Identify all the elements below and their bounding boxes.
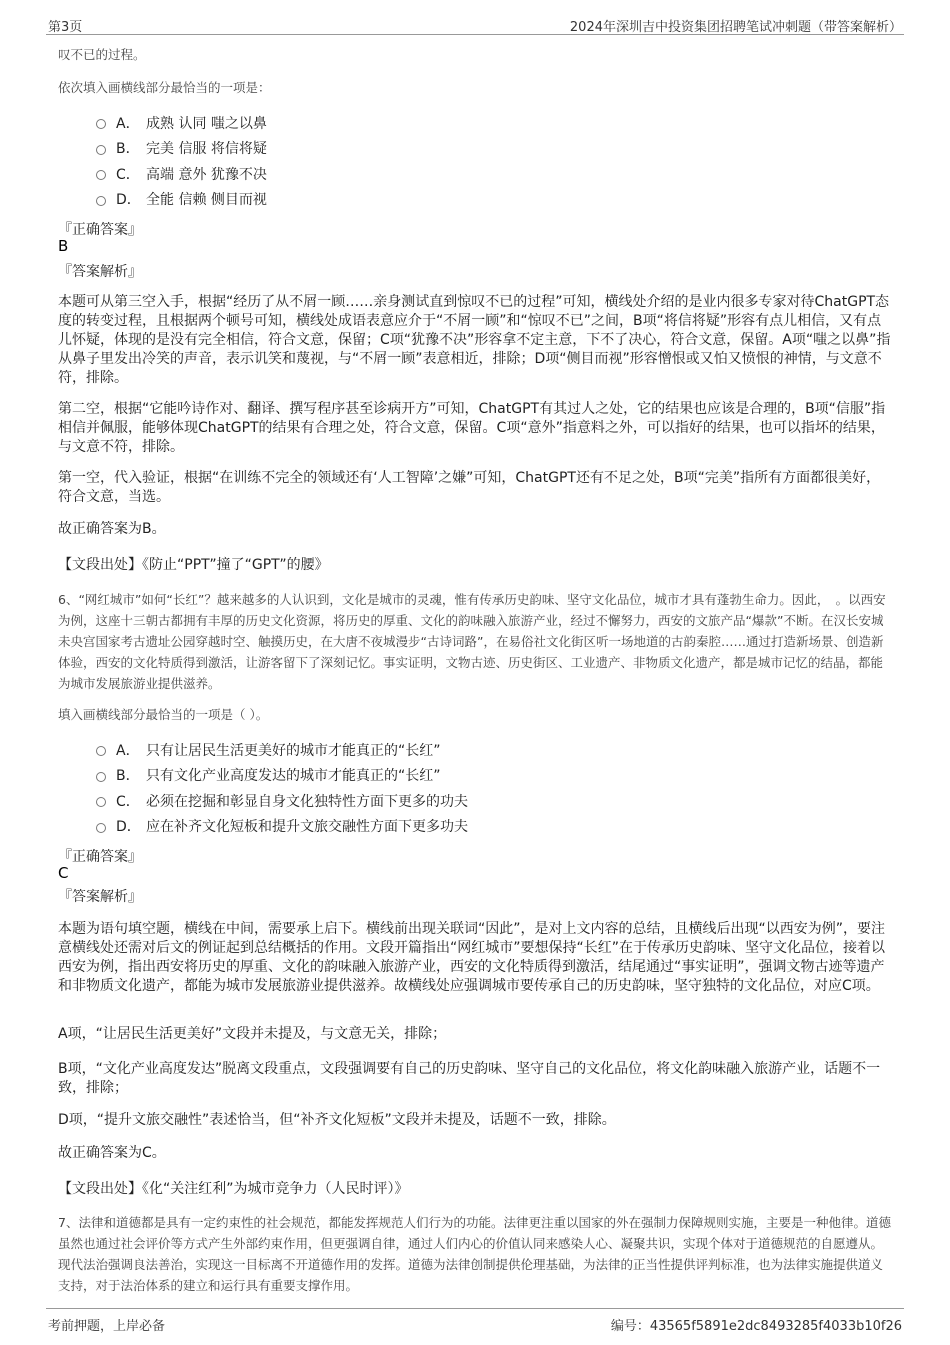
q5-analysis-p1: 本题可从第三空入手，根据“经历了从不屑一顾……亲身测试直到惊叹不已的过程”可知，横线处介绍的是业内很多专家对待ChatGPT态度的转变过程，且根据两个顿号可知，横线处成语表意应介于“不屑一顾”和“惊叹不已”之间，B项“将信将疑”形容有点儿相信，又有点儿怀疑，体现的是没有完全相信，符合文意，保留；C项“犹豫不决”形容拿不定主意，下不了决心，符合文意，保留。A项“嗤之以鼻”指从鼻子里发出冷笑的声音，表示讥笑和蔑视，与“不屑一顾”表意相近，排除；D项“侧目而视”形容憎恨或又怕又愤恨的神情，与文意不符，排除。 — [58, 294, 891, 386]
q5-option-a[interactable]: A． 成熟 认同 嗤之以鼻 — [96, 110, 267, 136]
q6-options — [96, 737, 468, 839]
radio-icon[interactable] — [96, 797, 106, 807]
q5-source: 【文段出处】《防止“PPT”撞了“GPT”的腰》 — [58, 557, 329, 573]
q6-option-b[interactable]: B． 只有文化产业高度发达的城市才能真正的“长红” — [96, 763, 468, 789]
radio-icon[interactable] — [96, 145, 106, 155]
radio-icon[interactable] — [96, 119, 106, 129]
q6-analysis-p4: D项，“提升文旅交融性”表述恰当，但“补齐文化短板”文段并未提及，话题不一致，排除。 — [58, 1112, 616, 1128]
q6-option-a[interactable]: A． 只有让居民生活更美好的城市才能真正的“长红” — [96, 737, 468, 763]
footer-serial: 编号：43565f5891e2dc8493285f4033b10f26 — [610, 1319, 902, 1334]
q5-analysis-p2: 第二空，根据“它能吟诗作对、翻译、撰写程序甚至诊病开方”可知，ChatGPT有其过人之处，它的结果也应该是合理的，B项“信服”指相信并佩服，能够体现ChatGPT的结果有合理之处，符合文意，保留。C项“意外”指意料之外，可以指好的结果，也可以指坏的结果，与文意不符，排除。 — [58, 401, 886, 455]
q5-answer: B — [58, 237, 69, 255]
q6-prompt: 填入画横线部分最恰当的一项是（ ）。 — [58, 707, 269, 722]
q6-analysis-p3: B项，“文化产业高度发达”脱离文段重点，文段强调要有自己的历史韵味、坚守自己的文化品位，将文化韵味融入旅游产业，话题不一致，排除； — [58, 1061, 881, 1096]
q6-analysis-label: 『答案解析』 — [58, 889, 142, 905]
q6-stem: 6、“网红城市”如何“长红”？越来越多的人认识到，文化是城市的灵魂，惟有传承历史韵味、坚守文化品位，城市才具有蓬勃生命力。因此， 。以西安为例，这座十三朝古都拥有丰厚的历史文化资源，将历史的厚重、文化的韵味融入旅游产业，经过不懈努力，西安的文旅产品“爆款”不断。在汉长安城未央宫国家考古遗址公园穿越时空、触摸历史，在大唐不夜城漫步“古诗词路”，在易俗社文化街区听一场地道的古韵秦腔……通过打造新场景、创造新体验，西安的文化特质得到激活，让游客留下了深刻记忆。事实证明，文物古迹、历史街区、工业遗产、非物质文化遗产，都是城市记忆的结晶，都能为城市发展旅游业提供滋养。 — [58, 592, 886, 691]
radio-icon[interactable] — [96, 170, 106, 180]
q6-option-d[interactable]: D． 应在补齐文化短板和提升文旅交融性方面下更多功夫 — [96, 814, 468, 840]
radio-icon[interactable] — [96, 196, 106, 206]
q5-prompt: 依次填入画横线部分最恰当的一项是： — [58, 80, 271, 95]
q6-analysis-p1: 本题为语句填空题，横线在中间，需要承上启下。横线前出现关联词“因此”，是对上文内容的总结，且横线后出现“以西安为例”，要注意横线处还需对后文的例证起到总结概括的作用。文段开篇指出“网红城市”要想保持“长红”在于传承历史韵味、坚守文化品位，接着以西安为例，指出西安将历史的厚重、文化的韵味融入旅游产业，西安的文化特质得到激活，结尾通过“事实证明”，强调文物古迹等遗产和非物质文化遗产，都能为城市发展旅游业提供滋养。故横线处应强调城市要传承自己的历史韵味，坚守独特的文化品位，对应C项。 — [58, 921, 886, 994]
q5-option-d[interactable]: D． 全能 信赖 侧目而视 — [96, 187, 267, 213]
q5-analysis-p4: 故正确答案为B。 — [58, 521, 166, 537]
document-title: 2024年深圳吉中投资集团招聘笔试冲刺题（带答案解析） — [569, 20, 902, 35]
page-header — [46, 14, 904, 35]
q5-answer-label: 『正确答案』 — [58, 222, 142, 238]
radio-icon[interactable] — [96, 772, 106, 782]
q5-analysis-label: 『答案解析』 — [58, 264, 142, 280]
q6-answer: C — [58, 864, 69, 882]
q5-analysis-p3: 第一空，代入验证，根据“在训练不完全的领域还有‘人工智障’之嫌”可知，ChatGPT还有不足之处，B项“完美”指所有方面都很美好，符合文意，当选。 — [58, 470, 881, 505]
radio-icon[interactable] — [96, 823, 106, 833]
q6-option-c[interactable]: C． 必须在挖掘和彰显自身文化独特性方面下更多的功夫 — [96, 788, 468, 814]
footer-slogan: 考前押题，上岸必备 — [48, 1319, 166, 1334]
q6-source: 【文段出处】《化“关注红利”为城市竞争力（人民时评）》 — [58, 1181, 409, 1197]
q5-option-b[interactable]: B． 完美 信服 将信将疑 — [96, 136, 267, 162]
q5-options — [96, 110, 267, 212]
q6-analysis-p5: 故正确答案为C。 — [58, 1145, 166, 1161]
radio-icon[interactable] — [96, 746, 106, 756]
q5-stem-tail: 叹不已的过程。 — [58, 47, 146, 62]
page-footer — [46, 1308, 904, 1334]
page-number: 第3页 — [48, 20, 83, 35]
q7-stem: 7、法律和道德都是具有一定约束性的社会规范，都能发挥规范人们行为的功能。法律更注重以国家的外在强制力保障规则实施，主要是一种他律。道德虽然也通过社会评价等方式产生外部约束作用，但更强调自律，通过人们内心的价值认同来感染人心、凝聚共识，实现个体对于道德规范的自愿遵从。现代法治强调良法善治，实现这一目标离不开道德作用的发挥。道德为法律创制提供伦理基础，为法律的正当性提供评判标准，也为法律实施提供道义支持，对于法治体系的建立和运行具有重要支撑作用。 — [58, 1215, 891, 1293]
q6-analysis-p2: A项，“让居民生活更美好”文段并未提及，与文意无关，排除； — [58, 1026, 447, 1042]
q6-answer-label: 『正确答案』 — [58, 849, 142, 865]
q5-option-c[interactable]: C． 高端 意外 犹豫不决 — [96, 161, 267, 187]
